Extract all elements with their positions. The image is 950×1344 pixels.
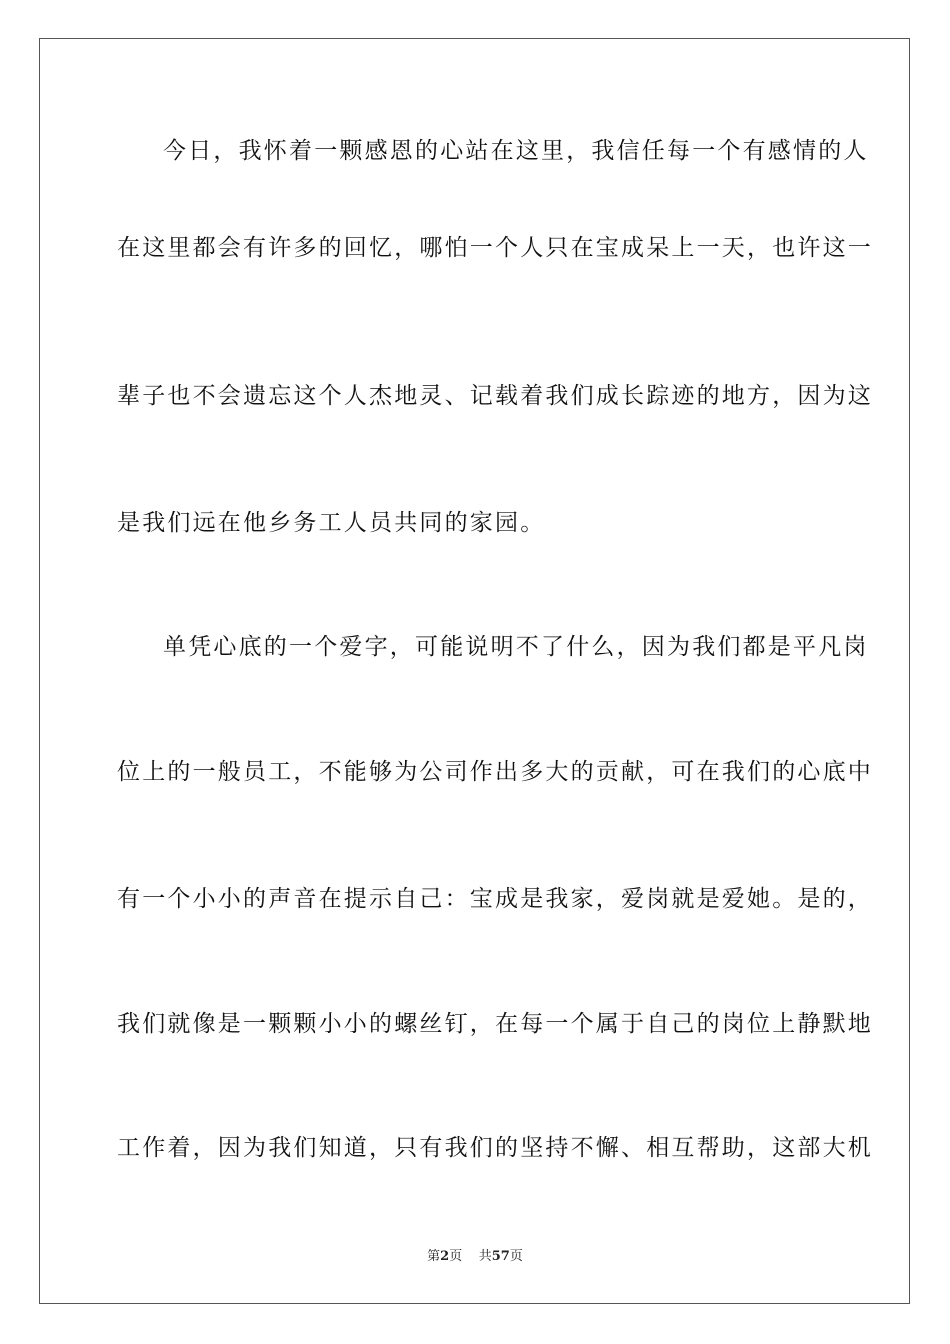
paragraph-1-line-4: 是我们远在他乡务工人员共同的家园。 <box>117 510 546 536</box>
paragraph-2-line-4: 我们就像是一颗颗小小的螺丝钉，在每一个属于自己的岗位上静默地 <box>117 1011 873 1037</box>
paragraph-2-line-3: 有一个小小的声音在提示自己：宝成是我家，爱岗就是爱她。是的， <box>117 886 873 912</box>
page-suffix: 页 <box>449 1249 463 1264</box>
paragraph-1-line-1: 今日，我怀着一颗感恩的心站在这里，我信任每一个有感情的人 <box>163 138 869 164</box>
page-prefix: 第 <box>427 1249 441 1264</box>
page-border <box>39 38 910 1304</box>
paragraph-1-line-2: 在这里都会有许多的回忆，哪怕一个人只在宝成呆上一天，也许这一 <box>117 235 873 261</box>
paragraph-1-line-3: 辈子也不会遗忘这个人杰地灵、记载着我们成长踪迹的地方，因为这 <box>117 383 873 409</box>
total-prefix: 共 <box>478 1249 492 1264</box>
paragraph-2-line-2: 位上的一般员工，不能够为公司作出多大的贡献，可在我们的心底中 <box>117 759 873 785</box>
page-footer <box>0 1248 950 1266</box>
paragraph-2-line-1: 单凭心底的一个爱字，可能说明不了什么，因为我们都是平凡岗 <box>163 634 869 660</box>
page-current: 2 <box>440 1249 450 1264</box>
total-suffix: 页 <box>509 1249 523 1264</box>
paragraph-2-line-5: 工作着，因为我们知道，只有我们的坚持不懈、相互帮助，这部大机 <box>117 1135 873 1161</box>
page-total: 57 <box>491 1249 510 1264</box>
